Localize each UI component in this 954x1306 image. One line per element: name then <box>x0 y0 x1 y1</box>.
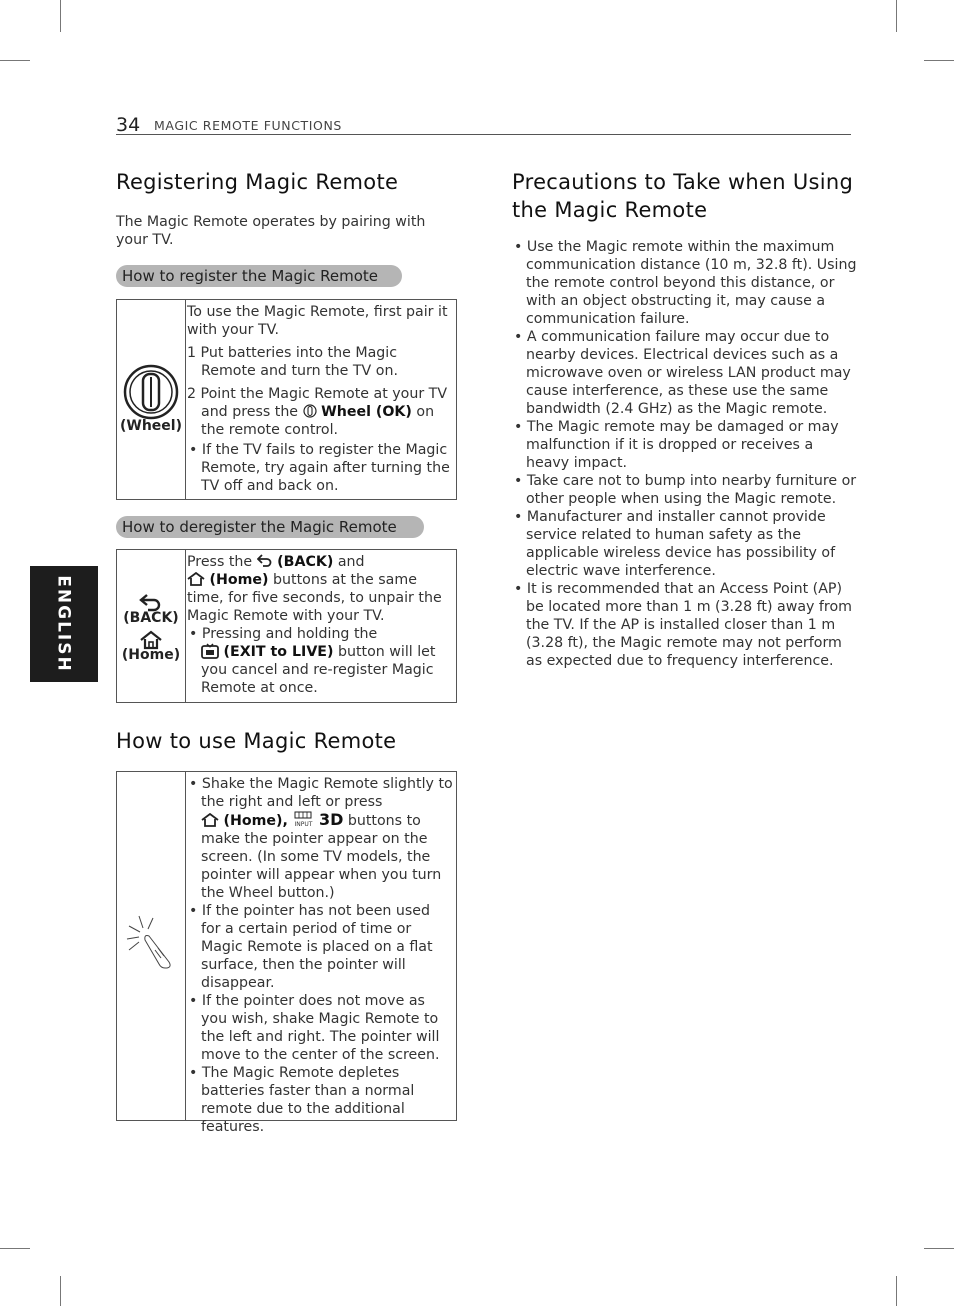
deregister-and: and <box>337 554 365 570</box>
wheel-mini-icon <box>303 404 317 418</box>
exit-icon <box>201 643 219 659</box>
deregister-bullet: • Pressing and holding the (EXIT to LIVE) button will let you cancel and re-register Magic Remote at once. <box>189 626 436 696</box>
use-home-button-label: (Home), <box>223 813 288 829</box>
use-bullet-2: • If the pointer has not been used for a certain period of time or Magic Remote is placed on a flat surface, then the pointer will disappear. <box>189 903 433 991</box>
precaution-text: Take care not to bump into nearby furniture or other people when using the Magic remote. <box>526 473 857 507</box>
back-label: (BACK) <box>123 610 179 626</box>
crop-mark <box>924 60 954 61</box>
3d-button-label: 3D <box>318 810 344 829</box>
precaution-text: The Magic remote may be damaged or may malfunction if it is dropped or receives a heavy impact. <box>526 419 839 471</box>
use-bullet-3-text: If the pointer does not move as you wish, shake Magic Remote to the left and right. The pointer will move to the center of the screen. <box>201 993 440 1063</box>
precautions-title-line-1: Precautions to Take when Using <box>512 170 854 194</box>
how-to-use-box <box>116 771 457 1135</box>
deregister-bullet-prefix: Pressing and holding the <box>201 626 378 642</box>
registering-title: Registering Magic Remote <box>116 170 399 194</box>
crop-mark <box>896 0 897 32</box>
register-bullet: • If the TV fails to register the Magic Remote, try again after turning the TV off and back on. <box>189 442 450 494</box>
use-bullet-2-text: If the pointer has not been used for a certain period of time or Magic Remote is placed on a flat surface, then the pointer will disappear. <box>201 903 433 991</box>
step2-suffix: on the remote control. <box>201 404 435 438</box>
precaution-item: • A communication failure may occur due to nearby devices. Electrical devices such as a microwave oven or wireless LAN product may cause interference, as these use the same bandwidth (2.4 GHz) as the Magic remote. <box>514 329 851 417</box>
precaution-text: A communication failure may occur due to nearby devices. Electrical devices such as a microwave oven or wireless LAN product may cause interference, as these use the same bandwidth (2.4 GHz) as the Magic remote. <box>526 329 851 417</box>
crop-mark <box>924 1248 954 1249</box>
shake-remote-icon <box>125 912 177 972</box>
register-pill: How to register the Magic Remote <box>116 265 402 287</box>
precaution-item: • Use the Magic remote within the maximum communication distance (10 m, 32.8 ft). Using the remote control beyond this distance, or with an object obstructing it, may cause a communication failure. <box>514 239 857 327</box>
wheel-label: (Wheel) <box>120 418 182 434</box>
deregister-prefix: Press the <box>187 554 253 570</box>
language-tab-label: ENGLISH <box>54 575 74 673</box>
precautions-title-line-2: the Magic Remote <box>512 198 708 222</box>
crop-mark <box>0 60 30 61</box>
home-label: (Home) <box>121 647 181 663</box>
register-lead: To use the Magic Remote, first pair it with your TV. <box>187 304 448 338</box>
deregister-bullet-suffix: button will let you cancel and re-register Magic Remote at once. <box>201 644 436 696</box>
precaution-text: Manufacturer and installer cannot provide service related to human safety as the applicable wireless device has possibility of electric wave interference. <box>526 509 836 579</box>
precaution-item: • The Magic remote may be damaged or may malfunction if it is dropped or receives a heavy impact. <box>514 419 839 471</box>
deregister-icon-column <box>117 550 186 702</box>
register-box <box>116 299 457 500</box>
input-icon <box>292 811 314 828</box>
deregister-box <box>116 549 457 703</box>
back-button-label: (BACK) <box>277 554 334 570</box>
exit-button-label: (EXIT to LIVE) <box>223 644 334 660</box>
register-step-2 <box>187 385 453 439</box>
precaution-text: Use the Magic remote within the maximum communication distance (10 m, 32.8 ft). Using the remote control beyond this distance, or with an object obstructing it, may cause a communication failure. <box>526 239 857 327</box>
crop-mark <box>896 1276 897 1306</box>
deregister-main-text <box>187 553 453 625</box>
section-title: MAGIC REMOTE FUNCTIONS <box>154 118 342 133</box>
step2-prefix: 2 Point the Magic Remote at your TV and press the <box>187 386 448 420</box>
wheel-icon <box>123 362 179 422</box>
back-icon <box>138 592 164 612</box>
use-bullet-4: • The Magic Remote depletes batteries faster than a normal remote due to the additional features. <box>189 1065 415 1135</box>
registering-intro: The Magic Remote operates by pairing with your TV. <box>116 214 426 248</box>
language-tab <box>30 566 98 682</box>
wheel-ok-button-label: Wheel (OK) <box>321 404 412 420</box>
input-label: INPUT <box>294 821 313 828</box>
use-bullet-1: • Shake the Magic Remote slightly to the right and left or press (Home), INPUT 3D buttons to make the pointer appear on the screen. (In some TV models, the pointer will appear when you turn the Wheel button.) <box>189 776 453 901</box>
crop-mark <box>60 0 61 32</box>
home-button-label: (Home) <box>209 572 269 588</box>
register-bullet-text: If the TV fails to register the Magic Remote, try again after turning the TV off and back on. <box>201 442 450 494</box>
precaution-item: • Manufacturer and installer cannot provide service related to human safety as the applicable wireless device has possibility of electric wave interference. <box>514 509 836 579</box>
precautions-list <box>512 238 857 670</box>
use-bullet-1-suffix: buttons to make the pointer appear on the screen. (In some TV models, the pointer will appear when you turn the Wheel button.) <box>201 813 442 901</box>
crop-mark <box>60 1276 61 1306</box>
home-mini-icon <box>187 572 205 586</box>
how-to-use-title: How to use Magic Remote <box>116 729 397 753</box>
page-number: 34 <box>116 114 141 136</box>
precaution-item: • Take care not to bump into nearby furniture or other people when using the Magic remote. <box>514 473 857 507</box>
precaution-text: It is recommended that an Access Point (AP) be located more than 1 m (3.28 ft) away from the TV. If the AP is installed closer than 1 m (3.28 ft), the Magic remote may not perform as expected due to frequency interference. <box>526 581 852 669</box>
how-to-use-icon-column <box>117 772 186 1120</box>
register-step-1: 1 Put batteries into the Magic Remote and turn the TV on. <box>187 345 398 379</box>
crop-mark <box>0 1248 30 1249</box>
back-mini-icon <box>257 554 273 567</box>
use-bullet-4-text: The Magic Remote depletes batteries faster than a normal remote due to the additional features. <box>201 1065 415 1135</box>
deregister-pill: How to deregister the Magic Remote <box>116 516 424 538</box>
register-instructions <box>187 303 453 495</box>
use-bullet-1-prefix: Shake the Magic Remote slightly to the right and left or press <box>201 776 453 810</box>
precaution-item: • It is recommended that an Access Point (AP) be located more than 1 m (3.28 ft) away from the TV. If the AP is installed closer than 1 m (3.28 ft), the Magic remote may not perform as expected due to frequency interference. <box>514 581 852 669</box>
page-header <box>116 114 851 135</box>
register-icon-column <box>117 300 186 499</box>
deregister-suffix: buttons at the same time, for five seconds, to unpair the Magic Remote with your TV. <box>187 572 442 624</box>
how-to-use-instructions <box>187 775 453 1136</box>
home-mini-icon-2 <box>201 813 219 827</box>
use-bullet-3: • If the pointer does not move as you wish, shake Magic Remote to the left and right. The pointer will move to the center of the screen. <box>189 993 440 1063</box>
deregister-instructions <box>187 553 453 697</box>
